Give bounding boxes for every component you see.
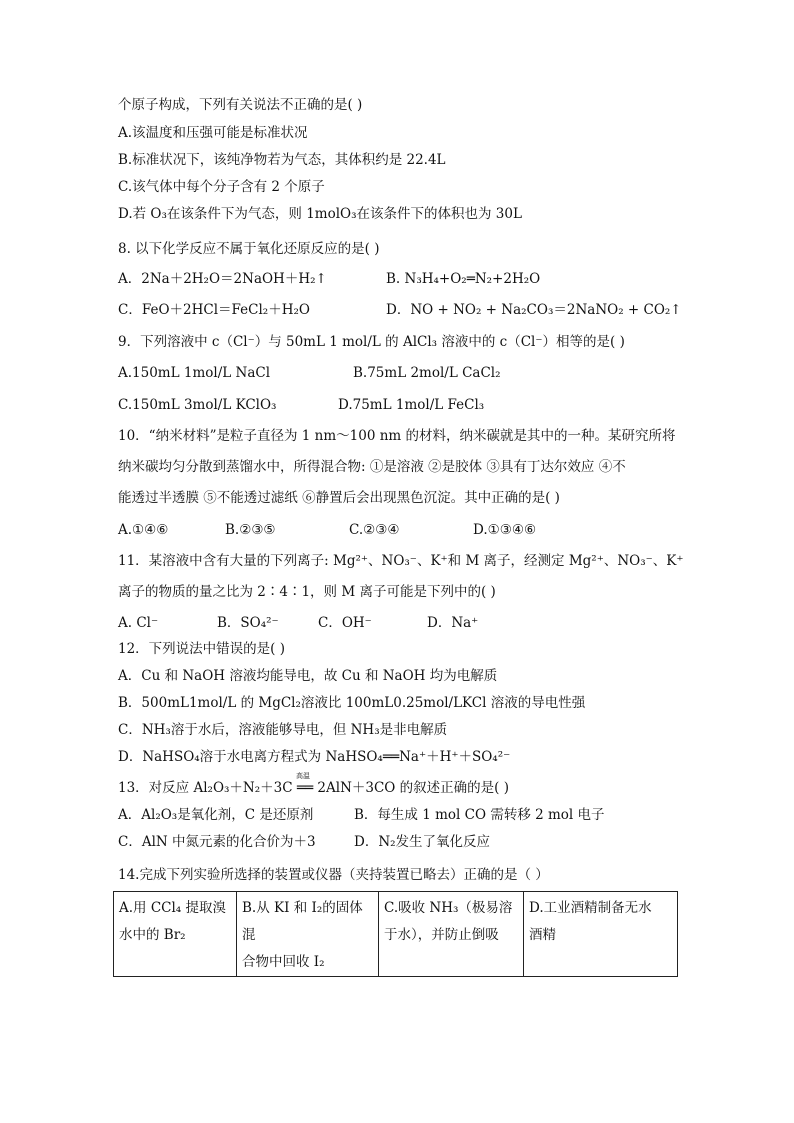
q10-option-a: A.①④⑥ [118, 522, 169, 538]
q10-stem-line2: 纳米碳均匀分散到蒸馏水中，所得混合物: ①是溶液 ②是胶体 ③具有丁达尔效应 ④不 [118, 459, 626, 475]
q11-stem-line1: 11．某溶液中含有大量的下列离子: Mg²⁺、NO₃⁻、K⁺和 M 离子，经测定 Mg²⁺、NO₃⁻、K⁺ [118, 553, 684, 569]
q7-option-d: D.若 O₃在该条件下为气态，则 1molO₃在该条件下的体积也为 30L [118, 206, 522, 222]
q9-option-c: C.150mL 3mol/L KClO₃ [118, 397, 277, 413]
q14-options-table [113, 891, 678, 977]
q11-stem-line2: 离子的物质的量之比为 2∶4∶1，则 M 离子可能是下列中的( ) [118, 584, 496, 600]
q13-stem: 13．对反应 Al₂O₃＋N₂＋3C ══ 2AlN＋3CO 的叙述正确的是( ) [118, 780, 509, 796]
q7-option-c: C.该气体中每个分子含有 2 个原子 [118, 179, 325, 195]
q12-option-d: D．NaHSO₄溶于水电离方程式为 NaHSO₄══Na⁺＋H⁺＋SO₄²⁻ [118, 749, 511, 765]
q14-cell-b: B.从 KI 和 I₂的固体混 合物中回收 I₂ [237, 892, 379, 977]
q12-option-c: C．NH₃溶于水后，溶液能够导电，但 NH₃是非电解质 [118, 722, 448, 738]
q11-option-d: D．Na⁺ [427, 615, 479, 631]
q8-stem: 8. 以下化学反应不属于氧化还原反应的是( ) [118, 241, 380, 257]
q8-option-a: A．2Na＋2H₂O＝2NaOH＋H₂↑ [118, 271, 327, 287]
q10-stem-line1: 10．“纳米材料”是粒子直径为 1 nm～100 nm 的材料，纳米碳就是其中的一种。某研究所将 [118, 428, 676, 444]
q10-option-b: B.②③⑤ [225, 522, 276, 538]
q11-option-a: A. Cl⁻ [118, 615, 159, 631]
q7-stem-end: 个原子构成，下列有关说法不正确的是( ) [118, 97, 363, 113]
q12-option-b: B．500mL1mol/L 的 MgCl₂溶液比 100mL0.25mol/LKCl 溶液的导电性强 [118, 695, 586, 711]
q11-option-b: B．SO₄²⁻ [217, 615, 279, 631]
q12-option-a: A．Cu 和 NaOH 溶液均能导电，故 Cu 和 NaOH 均为电解质 [118, 668, 498, 684]
q13-option-d: D．N₂发生了氧化反应 [354, 834, 491, 850]
q14-cell-a: A.用 CCl₄ 提取溴 水中的 Br₂ [114, 892, 237, 977]
q13-option-c: C．AlN 中氮元素的化合价为＋3 [118, 834, 316, 850]
q9-option-a: A.150mL 1mol/L NaCl [118, 365, 271, 381]
q9-option-d: D.75mL 1mol/L FeCl₃ [338, 397, 485, 413]
q14-cell-d: D.工业酒精制备无水 酒精 [524, 892, 678, 977]
q13-condition: 高温 [296, 772, 310, 780]
q7-option-a: A.该温度和压强可能是标准状况 [118, 125, 308, 141]
q10-option-d: D.①③④⑥ [473, 522, 537, 538]
q10-stem-line3: 能透过半透膜 ⑤不能透过滤纸 ⑥静置后会出现黑色沉淀。其中正确的是( ) [118, 490, 560, 506]
q13-option-b: B．每生成 1 mol CO 需转移 2 mol 电子 [354, 807, 605, 823]
q7-option-b: B.标准状况下，该纯净物若为气态，其体积约是 22.4L [118, 152, 446, 168]
q8-option-d: D．NO + NO₂ + Na₂CO₃＝2NaNO₂ + CO₂↑ [386, 302, 682, 318]
q11-option-c: C．OH⁻ [318, 615, 372, 631]
q9-stem: 9．下列溶液中 c（Cl⁻）与 50mL 1 mol/L 的 AlCl₃ 溶液中的 c（Cl⁻）相等的是( ) [118, 334, 625, 350]
q8-option-c: C．FeO＋2HCl＝FeCl₂＋H₂O [118, 302, 310, 318]
q8-option-b: B. N₃H₄+O₂═N₂+2H₂O [386, 271, 541, 287]
q12-stem: 12．下列说法中错误的是( ) [118, 641, 286, 657]
q13-option-a: A．Al₂O₃是氧化剂，C 是还原剂 [118, 807, 314, 823]
q14-cell-c: C.吸收 NH₃（极易溶 于水），并防止倒吸 [379, 892, 524, 977]
q10-option-c: C.②③④ [349, 522, 400, 538]
table-row [114, 892, 678, 977]
q9-option-b: B.75mL 2mol/L CaCl₂ [353, 365, 501, 381]
q14-stem: 14.完成下列实验所选择的装置或仪器（夹持装置已略去）正确的是（ ） [118, 867, 549, 883]
